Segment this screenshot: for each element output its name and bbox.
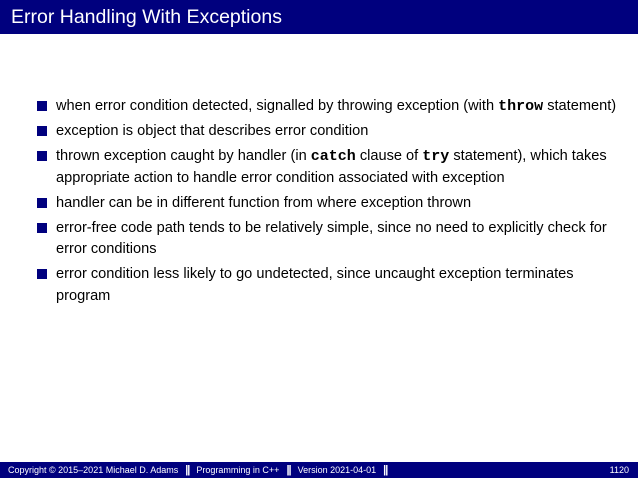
bullet-text: clause of	[355, 148, 423, 164]
bullet-text: error condition less likely to go undetected, since uncaught exception terminates program	[56, 266, 574, 304]
code-keyword: try	[422, 148, 450, 165]
bullet-item	[37, 121, 627, 143]
bullet-item	[37, 264, 627, 307]
bullet-list	[37, 96, 627, 311]
footer-copyright: Copyright © 2015–2021 Michael D. Adams	[8, 465, 179, 475]
bullet-item	[37, 146, 627, 189]
code-keyword: throw	[498, 98, 544, 115]
page-number: 1120	[609, 465, 629, 475]
square-bullet-icon	[37, 198, 47, 208]
slide-title: Error Handling With Exceptions	[11, 5, 282, 28]
bullet-item	[37, 218, 627, 261]
footer-separator: ||	[286, 464, 291, 476]
footer-bar	[0, 462, 638, 478]
square-bullet-icon	[37, 101, 47, 111]
bullet-text: exception is object that describes error condition	[56, 123, 369, 139]
bullet-item	[37, 96, 627, 118]
bullet-item	[37, 193, 627, 215]
title-bar	[0, 0, 638, 34]
code-keyword: catch	[310, 148, 356, 165]
footer-separator: ||	[185, 464, 190, 476]
square-bullet-icon	[37, 269, 47, 279]
bullet-text: error-free code path tends to be relatively simple, since no need to explicitly check for error conditions	[56, 219, 607, 257]
bullet-text: statement)	[543, 98, 617, 114]
bullet-text: when error condition detected, signalled by throwing exception (with	[56, 98, 499, 114]
bullet-text: statement), which takes appropriate action to handle error condition associated with exception	[56, 148, 607, 186]
footer-separator: ||	[383, 464, 388, 476]
footer-course: Programming in C++	[196, 465, 280, 475]
footer-version: Version 2021-04-01	[297, 465, 377, 475]
bullet-text: thrown exception caught by handler (in	[56, 148, 311, 164]
square-bullet-icon	[37, 151, 47, 161]
square-bullet-icon	[37, 126, 47, 136]
square-bullet-icon	[37, 223, 47, 233]
bullet-text: handler can be in different function from where exception thrown	[56, 194, 472, 211]
